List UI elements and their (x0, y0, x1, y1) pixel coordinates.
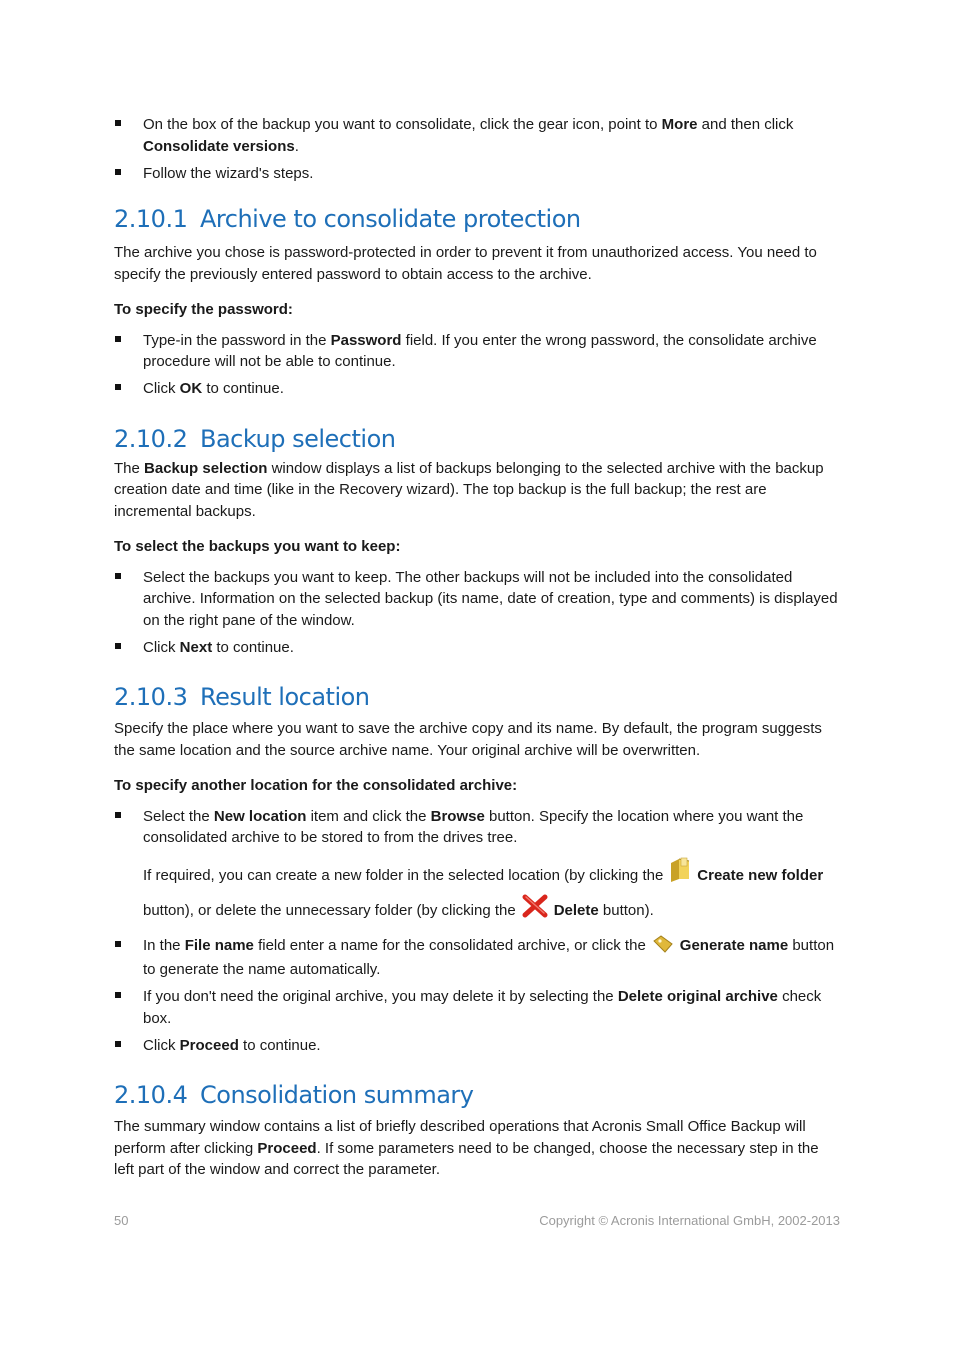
section-heading-2-10-2: 2.10.2 Backup selection (114, 424, 396, 453)
document-page (114, 114, 840, 1195)
list-item: Type-in the password in the Password field. If you enter the wrong password, the consolidate archive procedure will not be able to continue. (114, 330, 840, 373)
list-item: In the File name field enter a name for the consolidated archive, or click the Generate name button to generate the name automatically. (114, 935, 840, 981)
tag-icon (652, 935, 674, 960)
section-intro: Specify the place where you want to save the archive copy and its name. By default, the program suggests the same location and the source archive name. Your original archive will be overwritten. (114, 720, 822, 759)
list-item: Click Next to continue. (114, 637, 840, 659)
s1-bullets (114, 330, 840, 400)
list-item: Follow the wizard's steps. (114, 163, 840, 185)
section-heading-2-10-3: 2.10.3 Result location (114, 683, 370, 711)
section-heading-2-10-4: 2.10.4 Consolidation summary (114, 1081, 474, 1109)
list-item: Select the New location item and click the Browse button. Specify the location where you want the consolidated archive to be stored to from the drives tree. (114, 806, 840, 849)
delete-x-icon (522, 894, 548, 929)
section-heading-2-10-1: 2.10.1 Archive to consolidate protection (114, 205, 581, 233)
list-item: Click Proceed to continue. (114, 1035, 840, 1057)
s3-bullets (114, 806, 840, 849)
copyright-text: Copyright © Acronis International GmbH, 2002-2013 (539, 1213, 840, 1228)
section-intro: The archive you chose is password-protected in order to prevent it from unauthorized access. You need to specify the previously entered password to obtain access to the archive. (114, 244, 817, 283)
list-item: Select the backups you want to keep. The other backups will not be included into the consolidated archive. Information on the selected backup (its name, date of creation, type and comments) is displayed on the right pane of the window. (114, 567, 840, 632)
folder-icon (669, 857, 691, 894)
sub-paragraph: If required, you can create a new folder in the selected location (by clicking the Create new folder button), or delete the unnecessary folder (by clicking the Delete button). (114, 857, 840, 929)
section-intro: The Backup selection window displays a list of backups belonging to the selected archive with the backup creation date and time (like in the Recovery wizard). The top backup is the full backup; the rest are incremental backups. (114, 459, 824, 520)
section-intro: The summary window contains a list of briefly described operations that Acronis Small Office Backup will perform after clicking Proceed. If some parameters need to be changed, choose the necessary step in the left part of the window and correct the parameter. (114, 1118, 819, 1178)
procedure-lead: To specify the password: (114, 301, 293, 318)
page-number: 50 (114, 1213, 129, 1228)
procedure-lead: To specify another location for the consolidated archive: (114, 777, 518, 794)
top-bullets (114, 114, 840, 184)
list-item: On the box of the backup you want to consolidate, click the gear icon, point to More and then click Consolidate versions. (114, 114, 840, 157)
s3-bullets-continued (114, 935, 840, 1057)
s2-bullets (114, 567, 840, 659)
list-item: If you don't need the original archive, you may delete it by selecting the Delete original archive check box. (114, 986, 840, 1029)
list-item: Click OK to continue. (114, 378, 840, 400)
procedure-lead: To select the backups you want to keep: (114, 538, 401, 555)
